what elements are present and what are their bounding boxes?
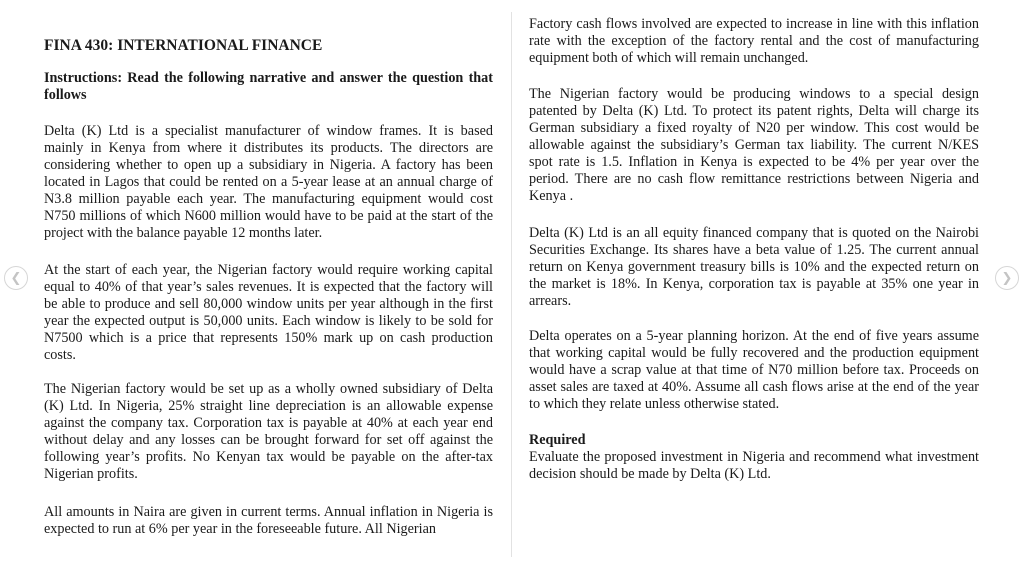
narrative-paragraph: Delta (K) Ltd is a specialist manufacturer of window frames. It is based mainly in Kenya from where it distributes its products. The directors are considering whether to open up a subsidiary in Nigeria. A factory has been located in Lagos that could be rented on a 5-year lease at an annual charge of N3.8 million payable each year. The manufacturing equipment would cost N750 millions of which N600 million would have to be paid at the start of the project with the balance payable 12 months later. xyxy=(44,123,493,241)
narrative-paragraph: Factory cash flows involved are expected to increase in line with this inflation rate with the exception of the factory rental and the cost of manufacturing equipment both of which will remain unchanged. xyxy=(529,16,979,66)
next-page-button[interactable] xyxy=(995,266,1019,290)
narrative-paragraph: The Nigerian factory would be set up as a wholly owned subsidiary of Delta (K) Ltd. In Nigeria, 25% straight line depreciation is an allowable expense against the company tax. Corporation tax is payable at 40% at each year end without delay and any losses can be brought forward for set off against the following year’s profits. No Kenyan tax would be payable on the after-tax Nigerian profits. xyxy=(44,381,493,482)
chevron-right-icon: ❯ xyxy=(1001,271,1013,286)
column-divider xyxy=(511,12,512,557)
required-text: Evaluate the proposed investment in Nigeria and recommend what investment decision should be made by Delta (K) Ltd. xyxy=(529,449,979,482)
narrative-paragraph: The Nigerian factory would be producing windows to a special design patented by Delta (K) Ltd. To protect its patent rights, Delta will charge its German subsidiary a fixed royalty of N20 per window. This cost would be allowable against the subsidiary’s German tax liability. The current N/KES spot rate is 1.5. Inflation in Kenya is expected to be 4% per year over the period. There are no cash flow remittance restrictions between Nigeria and Kenya . xyxy=(529,86,979,204)
chevron-left-icon: ❮ xyxy=(10,271,22,286)
course-title: FINA 430: INTERNATIONAL FINANCE xyxy=(44,37,323,54)
narrative-paragraph: Delta operates on a 5-year planning horizon. At the end of five years assume that working capital would be fully recovered and the production equipment would have a scrap value at that time of N70 million before tax. Proceeds on asset sales are taxed at 40%. Assume all cash flows arise at the end of the year to which they relate unless otherwise stated. xyxy=(529,328,979,412)
narrative-paragraph: All amounts in Naira are given in current terms. Annual inflation in Nigeria is expected to run at 6% per year in the foreseeable future. All Nigerian xyxy=(44,504,493,537)
narrative-paragraph: At the start of each year, the Nigerian factory would require working capital equal to 40% of that year’s sales revenues. It is expected that the factory will be able to produce and sell 80,000 window units per year although in the first year the expected output is 50,000 units. Each window is likely to be sold for N7500 which is a price that represents 150% mark up on cash production costs. xyxy=(44,262,493,363)
narrative-paragraph: Delta (K) Ltd is an all equity financed company that is quoted on the Nairobi Securities Exchange. Its shares have a beta value of 1.25. The current annual return on Kenya government treasury bills is 10% and the expected return on the market is 18%. In Kenya, corporation tax is payable at 35% one year in arrears. xyxy=(529,225,979,309)
instructions-heading: Instructions: Read the following narrative and answer the question that follows xyxy=(44,70,493,103)
previous-page-button[interactable] xyxy=(4,266,28,290)
required-heading: Required xyxy=(529,432,586,448)
